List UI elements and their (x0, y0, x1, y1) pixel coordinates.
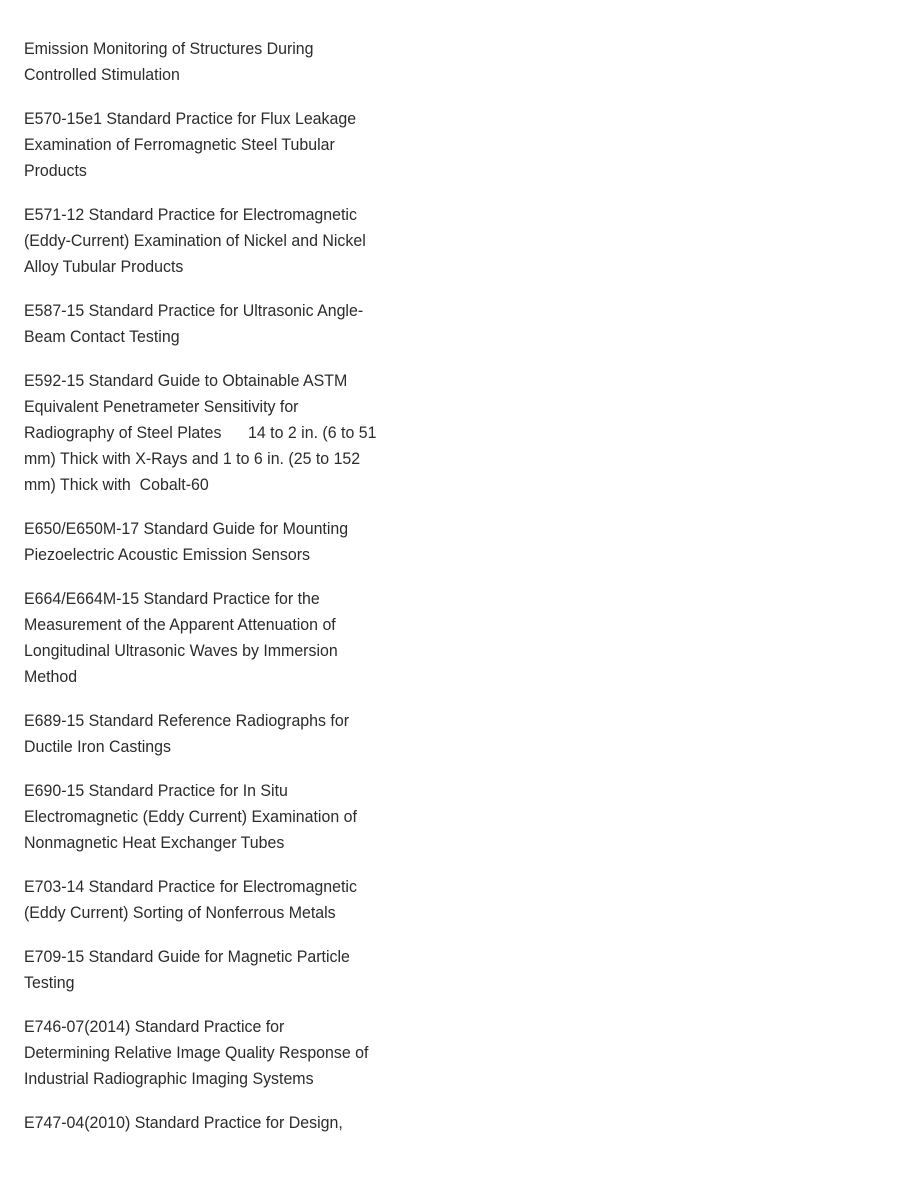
standard-entry-e570 (24, 106, 398, 184)
standard-entry-e571 (24, 202, 398, 280)
entry-line: Equivalent Penetrameter Sensitivity for (24, 397, 299, 416)
standard-entry-e592 (24, 368, 398, 498)
standard-entry-e746 (24, 1014, 398, 1092)
entry-line: Alloy Tubular Products (24, 257, 184, 276)
entry-line: Controlled Stimulation (24, 65, 180, 84)
entry-line: E747-04(2010) Standard Practice for Design, (24, 1113, 343, 1132)
entry-line: mm) Thick with Cobalt-60 (24, 475, 209, 494)
standard-entry-e689 (24, 708, 398, 760)
entry-line: mm) Thick with X-Rays and 1 to 6 in. (25 to 152 (24, 449, 361, 468)
entry-line: Emission Monitoring of Structures During (24, 39, 314, 58)
entry-line: E587-15 Standard Practice for Ultrasonic Angle- (24, 301, 364, 320)
entry-line: Determining Relative Image Quality Response of (24, 1043, 369, 1062)
standard-entry-e690 (24, 778, 398, 856)
entry-line: E690-15 Standard Practice for In Situ (24, 781, 288, 800)
entry-line: E571-12 Standard Practice for Electromagnetic (24, 205, 357, 224)
entry-line: E689-15 Standard Reference Radiographs for (24, 711, 350, 730)
entry-line: Products (24, 161, 87, 180)
document-page (24, 36, 396, 1154)
standard-entry-e587 (24, 298, 398, 350)
entry-line: Measurement of the Apparent Attenuation of (24, 615, 336, 634)
entry-line: Radiography of Steel Plates 14 to 2 in. (6 to 51 (24, 423, 377, 442)
entry-line: E650/E650M-17 Standard Guide for Mounting (24, 519, 349, 538)
entry-line: E709-15 Standard Guide for Magnetic Particle (24, 947, 350, 966)
entry-line: E746-07(2014) Standard Practice for (24, 1017, 285, 1036)
entry-line: E592-15 Standard Guide to Obtainable ASTM (24, 371, 348, 390)
entry-line: (Eddy-Current) Examination of Nickel and Nickel (24, 231, 366, 250)
standard-entry-e703 (24, 874, 398, 926)
entry-line: E703-14 Standard Practice for Electromagnetic (24, 877, 357, 896)
entry-line: Examination of Ferromagnetic Steel Tubular (24, 135, 335, 154)
entry-line: Method (24, 667, 78, 686)
entry-line: Testing (24, 973, 75, 992)
entry-line: E664/E664M-15 Standard Practice for the (24, 589, 320, 608)
entry-line: E570-15e1 Standard Practice for Flux Leakage (24, 109, 357, 128)
standard-entry-e747 (24, 1110, 398, 1136)
entry-line: Nonmagnetic Heat Exchanger Tubes (24, 833, 285, 852)
entry-line: Electromagnetic (Eddy Current) Examination of (24, 807, 357, 826)
entry-line: Piezoelectric Acoustic Emission Sensors (24, 545, 310, 564)
standard-entry-e664 (24, 586, 398, 690)
standard-entry-continued (24, 36, 398, 88)
standard-entry-e709 (24, 944, 398, 996)
entry-line: Longitudinal Ultrasonic Waves by Immersion (24, 641, 338, 660)
entry-line: (Eddy Current) Sorting of Nonferrous Metals (24, 903, 336, 922)
entry-line: Ductile Iron Castings (24, 737, 171, 756)
standard-entry-e650 (24, 516, 398, 568)
entry-line: Industrial Radiographic Imaging Systems (24, 1069, 314, 1088)
entry-line: Beam Contact Testing (24, 327, 180, 346)
